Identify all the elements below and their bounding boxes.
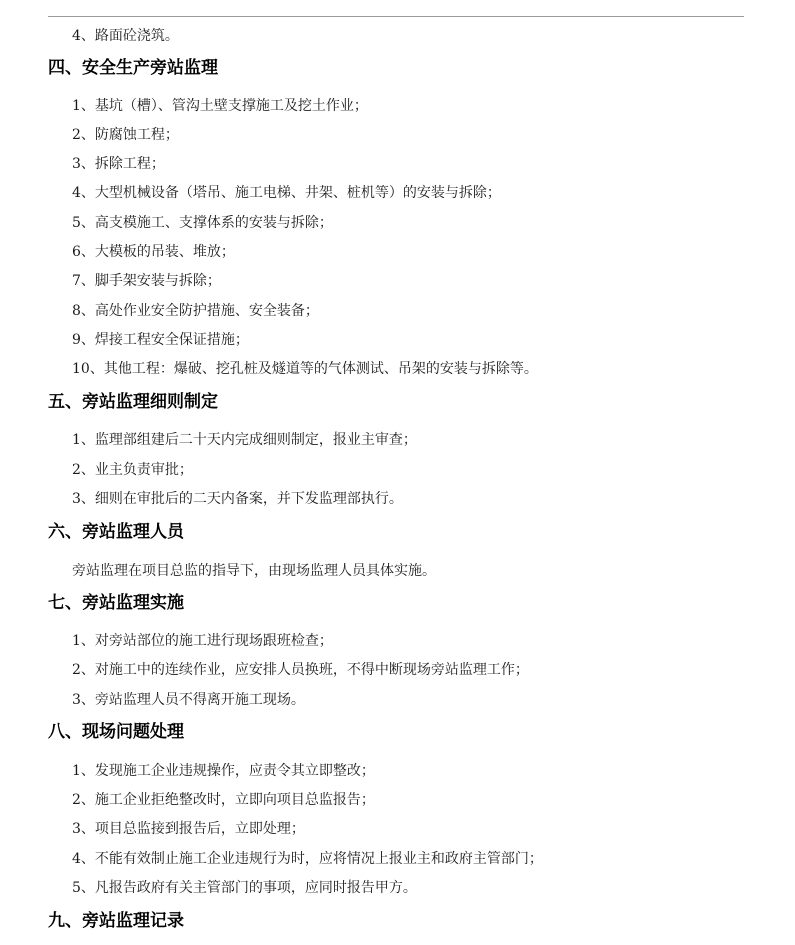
list-item: 8、高处作业安全防护措施、安全装备； (72, 303, 319, 319)
list-item: 9、焊接工程安全保证措施； (72, 332, 249, 348)
list-item: 5、高支模施工、支撑体系的安装与拆除； (72, 215, 333, 231)
list-item: 2、防腐蚀工程； (72, 127, 179, 143)
list-item: 3、细则在审批后的二天内备案，并下发监理部执行。 (72, 491, 403, 507)
list-item: 3、拆除工程； (72, 156, 165, 172)
list-item: 1、基坑（槽）、管沟土壁支撑施工及挖土作业； (72, 98, 368, 114)
list-item: 7、脚手架安装与拆除； (72, 273, 221, 289)
list-item: 1、发现施工企业违规操作，应责令其立即整改； (72, 763, 375, 779)
header-rule (48, 16, 744, 17)
list-item: 3、项目总监接到报告后，立即处理； (72, 821, 305, 837)
section-heading: 九、旁站监理记录 (48, 911, 184, 931)
section-heading: 六、旁站监理人员 (48, 522, 184, 542)
list-item: 10、其他工程：爆破、挖孔桩及燧道等的气体测试、吊架的安装与拆除等。 (72, 361, 538, 377)
list-item: 2、对施工中的连续作业，应安排人员换班，不得中断现场旁站监理工作； (72, 662, 529, 678)
list-item: 1、对旁站部位的施工进行现场跟班检查； (72, 633, 333, 649)
list-item: 6、大模板的吊装、堆放； (72, 244, 235, 260)
list-item: 4、大型机械设备（塔吊、施工电梯、井架、桩机等）的安装与拆除； (72, 185, 501, 201)
list-item: 2、业主负责审批； (72, 462, 193, 478)
list-item: 5、凡报告政府有关主管部门的事项，应同时报告甲方。 (72, 880, 417, 896)
section-heading: 七、旁站监理实施 (48, 593, 184, 613)
list-item: 1、监理部组建后二十天内完成细则制定，报业主审查； (72, 432, 417, 448)
list-item: 4、不能有效制止施工企业违规行为时，应将情况上报业主和政府主管部门； (72, 851, 543, 867)
list-item: 2、施工企业拒绝整改时，立即向项目总监报告； (72, 792, 375, 808)
section-heading: 四、安全生产旁站监理 (48, 58, 218, 78)
list-item: 4、路面砼浇筑。 (72, 28, 179, 44)
paragraph: 旁站监理在项目总监的指导下，由现场监理人员具体实施。 (72, 563, 436, 579)
section-heading: 八、现场问题处理 (48, 722, 184, 742)
section-heading: 五、旁站监理细则制定 (48, 392, 218, 412)
list-item: 3、旁站监理人员不得离开施工现场。 (72, 692, 305, 708)
